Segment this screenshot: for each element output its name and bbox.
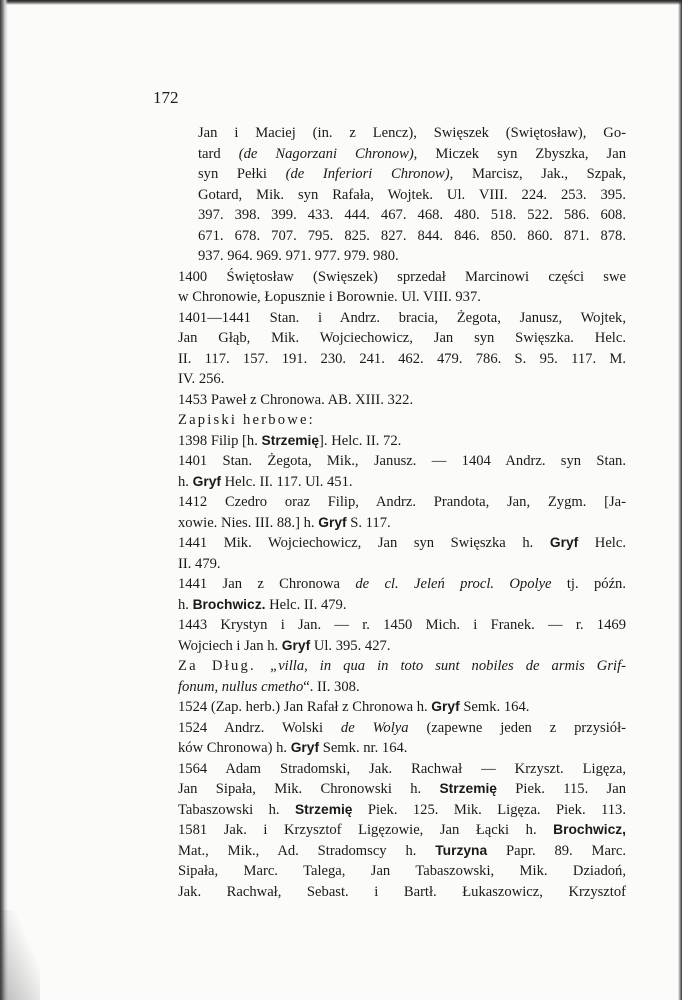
text-line: 1398 Filip [h. Strzemię]. Helc. II. 72. [178, 432, 402, 449]
text-line: Jak. Rachwał, Sebast. i Bartł. Łukaszowicz, Krzysztof [178, 883, 626, 900]
text-line: fonum, nullus cmetho“. II. 308. [178, 678, 360, 695]
entry-1524-rafal [178, 697, 626, 718]
entry-1581 [178, 820, 626, 902]
entry-1443 [178, 615, 626, 656]
entry-1524-wolski [178, 718, 626, 759]
text-line: 1441 Mik. Wojciechowicz, Jan syn Swięszka h. Gryf Helc. [178, 535, 626, 551]
page-body [178, 123, 627, 902]
section-heading-zapiski [178, 410, 626, 431]
text-line: 1400 Świętosław (Swięszek) sprzedał Marcinowi części swe [178, 268, 626, 285]
entry-1401 [178, 451, 626, 492]
page-number: 172 [153, 88, 179, 107]
text-line: Wojciech i Jan h. Gryf Ul. 395. 427. [178, 637, 391, 654]
text-line: Zapiski herbowe: [178, 412, 315, 428]
entry-1453 [178, 390, 626, 411]
text-line: Jan i Maciej (in. z Lencz), Swięszek (Swiętosław), Go- [198, 125, 626, 141]
text-line: Tabaszowski h. Strzemię Piek. 125. Mik. Ligęza. Piek. 113. [178, 801, 626, 818]
entry-1398 [178, 431, 626, 452]
text-line: Jan Głąb, Mik. Wojciechowicz, Jan syn Swięszka. Helc. [178, 330, 626, 346]
text-line: Sipała, Marc. Talega, Jan Tabaszowski, Mik. Dziadoń, [178, 863, 626, 879]
entry-1400 [178, 267, 626, 308]
paragraph-continuation [198, 123, 626, 267]
text-line: 1412 Czedro oraz Filip, Andrz. Prandota, Jan, Zygm. [Ja- [178, 494, 626, 510]
text-line: Jan Sipała, Mik. Chronowski h. Strzemię Piek. 115. Jan [178, 781, 626, 797]
text-line: 1581 Jak. i Krzysztof Ligęzowie, Jan Łącki h. Brochwicz, [178, 822, 626, 838]
text-line: 1524 (Zap. herb.) Jan Rafał z Chronowa h. Gryf Semk. 164. [178, 699, 530, 715]
text-line: 1443 Krystyn i Jan. — r. 1450 Mich. i Franek. — r. 1469 [178, 617, 626, 633]
text-line: ków Chronowa) h. Gryf Semk. nr. 164. [178, 740, 408, 756]
text-line: 1524 Andrz. Wolski de Wolya (zapewne jeden z przysiół- [178, 719, 626, 736]
text-line: 1401—1441 Stan. i Andrz. bracia, Żegota, Janusz, Wojtek, [178, 309, 626, 326]
text-line: 1401 Stan. Żegota, Mik., Janusz. — 1404 Andrz. syn Stan. [178, 453, 626, 469]
entry-1564 [178, 759, 626, 821]
scan-smudge [0, 910, 40, 1000]
text-line: 1441 Jan z Chronowa de cl. Jeleń procl. Opolye tj. późn. [178, 576, 627, 592]
text-line: h. Brochwicz. Helc. II. 479. [178, 596, 347, 613]
text-line: Za Dług. „villa, in qua in toto sunt nobiles de armis Grif- [178, 658, 626, 674]
text-line: 1453 Paweł z Chronowa. AB. XIII. 322. [178, 391, 414, 408]
page-top-edge [0, 0, 682, 5]
text-line: 671. 678. 707. 795. 825. 827. 844. 846. 850. 860. 871. 878. [198, 227, 626, 244]
text-line: Gotard, Mik. syn Rafała, Wojtek. Ul. VIII. 224. 253. 395. [198, 186, 626, 203]
text-line: 397. 398. 399. 433. 444. 467. 468. 480. 518. 522. 586. 608. [198, 207, 626, 223]
page-left-edge [0, 0, 8, 1000]
text-line: II. 479. [178, 555, 221, 572]
text-line: 1564 Adam Stradomski, Jak. Rachwał — Krzyszt. Ligęza, [178, 760, 626, 777]
text-line: h. Gryf Helc. II. 117. Ul. 451. [178, 473, 353, 490]
entry-1412 [178, 492, 626, 533]
text-line: 937. 964. 969. 971. 977. 979. 980. [198, 248, 399, 264]
entry-1441-wojciechowicz [178, 533, 626, 574]
text-line: xowie. Nies. III. 88.] h. Gryf S. 117. [178, 514, 391, 531]
entry-za-dlug [178, 656, 626, 697]
entry-1401-1441 [178, 308, 626, 390]
text-line: IV. 256. [178, 371, 225, 387]
page-right-edge [678, 0, 682, 1000]
entry-1441-chronowa [178, 574, 626, 615]
text-line: Mat., Mik., Ad. Stradomscy h. Turzyna Papr. 89. Marc. [178, 842, 626, 859]
text-line: w Chronowie, Łopusznie i Borownie. Ul. VIII. 937. [178, 289, 481, 305]
text-line: II. 117. 157. 191. 230. 241. 462. 479. 786. S. 95. 117. M. [178, 350, 626, 367]
text-line: tard (de Nagorzani Chronow), Miczek syn Zbyszka, Jan [198, 145, 626, 162]
text-line: syn Pełki (de Inferiori Chronow), Marcisz, Jak., Szpak, [198, 166, 626, 182]
